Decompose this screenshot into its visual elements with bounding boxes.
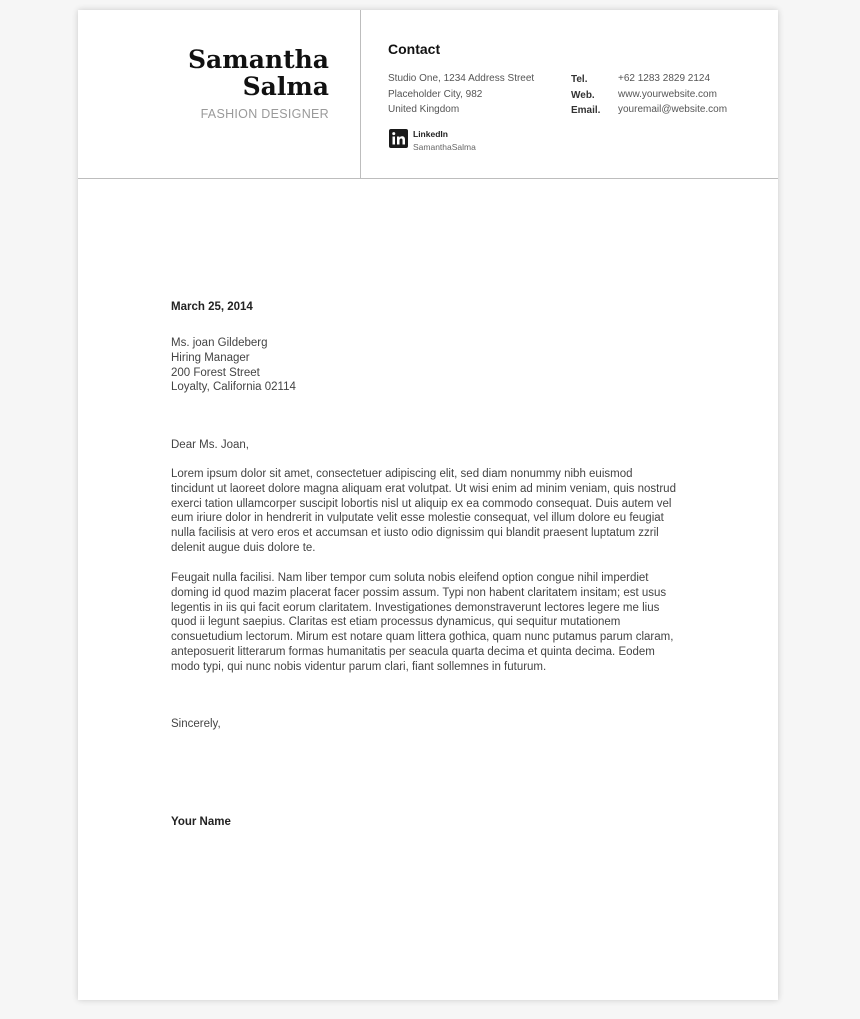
recipient-block — [171, 336, 296, 395]
address-line: Studio One, 1234 Address Street — [388, 73, 535, 84]
signature-name: Your Name — [171, 816, 231, 828]
salutation: Dear Ms. Joan, — [171, 439, 249, 451]
recipient-line: Ms. joan Gildeberg — [171, 337, 268, 349]
address-block — [388, 71, 534, 118]
web-label: Web. — [571, 89, 595, 101]
linkedin-icon[interactable] — [389, 129, 408, 148]
linkedin-handle[interactable]: SamanthaSalma — [413, 142, 476, 152]
letterhead — [78, 10, 778, 179]
tel-label: Tel. — [571, 74, 588, 85]
address-line: United Kingdom — [388, 104, 460, 115]
contact-values — [618, 71, 727, 118]
tel-value: +62 1283 2829 2124 — [618, 73, 711, 84]
body-paragraph: Feugait nulla facilisi. Nam liber tempor cum soluta nobis eleifend option congue nihil imperdiet doming id quod mazim placerat facer possim assum. Typi non habent claritatem insitam; est usus legentis in iis qui facit eorum claritatem. Investigationes demonstraverunt lectores legere me lius quod ii legunt saepius. Claritas est etiam processus dynamicus, qui sequitur mutationem consuetudium lectorum. Mirum est notare quam littera gothica, quam nunc putamus parum claram, anteposuerit litterarum formas humanitatis per seacula quarta decima et quinta decima. Eodem modo typi, qui nunc nobis videntur parum clari, fiant sollemnes in futurum. — [171, 572, 674, 673]
closing: Sincerely, — [171, 718, 221, 730]
linkedin-label: LinkedIn — [413, 129, 448, 139]
linkedin-text — [413, 128, 476, 154]
header-divider — [360, 10, 361, 178]
email-label: Email. — [571, 105, 601, 116]
contact-heading: Contact — [388, 41, 441, 57]
recipient-line: 200 Forest Street — [171, 366, 260, 379]
email-value[interactable]: youremail@website.com — [618, 104, 728, 115]
web-value[interactable]: www.yourwebsite.com — [618, 88, 717, 100]
first-name: Samantha — [187, 45, 329, 74]
job-title: FASHION DESIGNER — [200, 107, 329, 121]
letter-date: March 25, 2014 — [171, 301, 253, 313]
body-paragraph: Lorem ipsum dolor sit amet, consectetuer adipiscing elit, sed diam nonummy nibh euismod tincidunt ut laoreet dolore magna aliquam erat volutpat. Ut wisi enim ad minim veniam, quis nostrud exerci tation ullamcorper suscipit lobortis nisl ut aliquip ex ea commodo consequat. Duis autem vel eum iriure dolor in hendrerit in vulputate velit esse molestie consequat, vel illum dolore eu feugiat nulla facilisis at vero eros et accumsan et iusto odio dignissim qui blandit praesent luptatum zzril delenit augue duis dolore te. — [171, 468, 676, 554]
recipient-line: Loyalty, California 02114 — [171, 381, 296, 394]
address-line: Placeholder City, 982 — [388, 88, 483, 100]
letter-page — [78, 10, 778, 1000]
name-block — [188, 46, 329, 121]
last-name: Salma — [242, 72, 329, 101]
recipient-line: Hiring Manager — [171, 351, 250, 364]
contact-labels — [571, 72, 600, 119]
